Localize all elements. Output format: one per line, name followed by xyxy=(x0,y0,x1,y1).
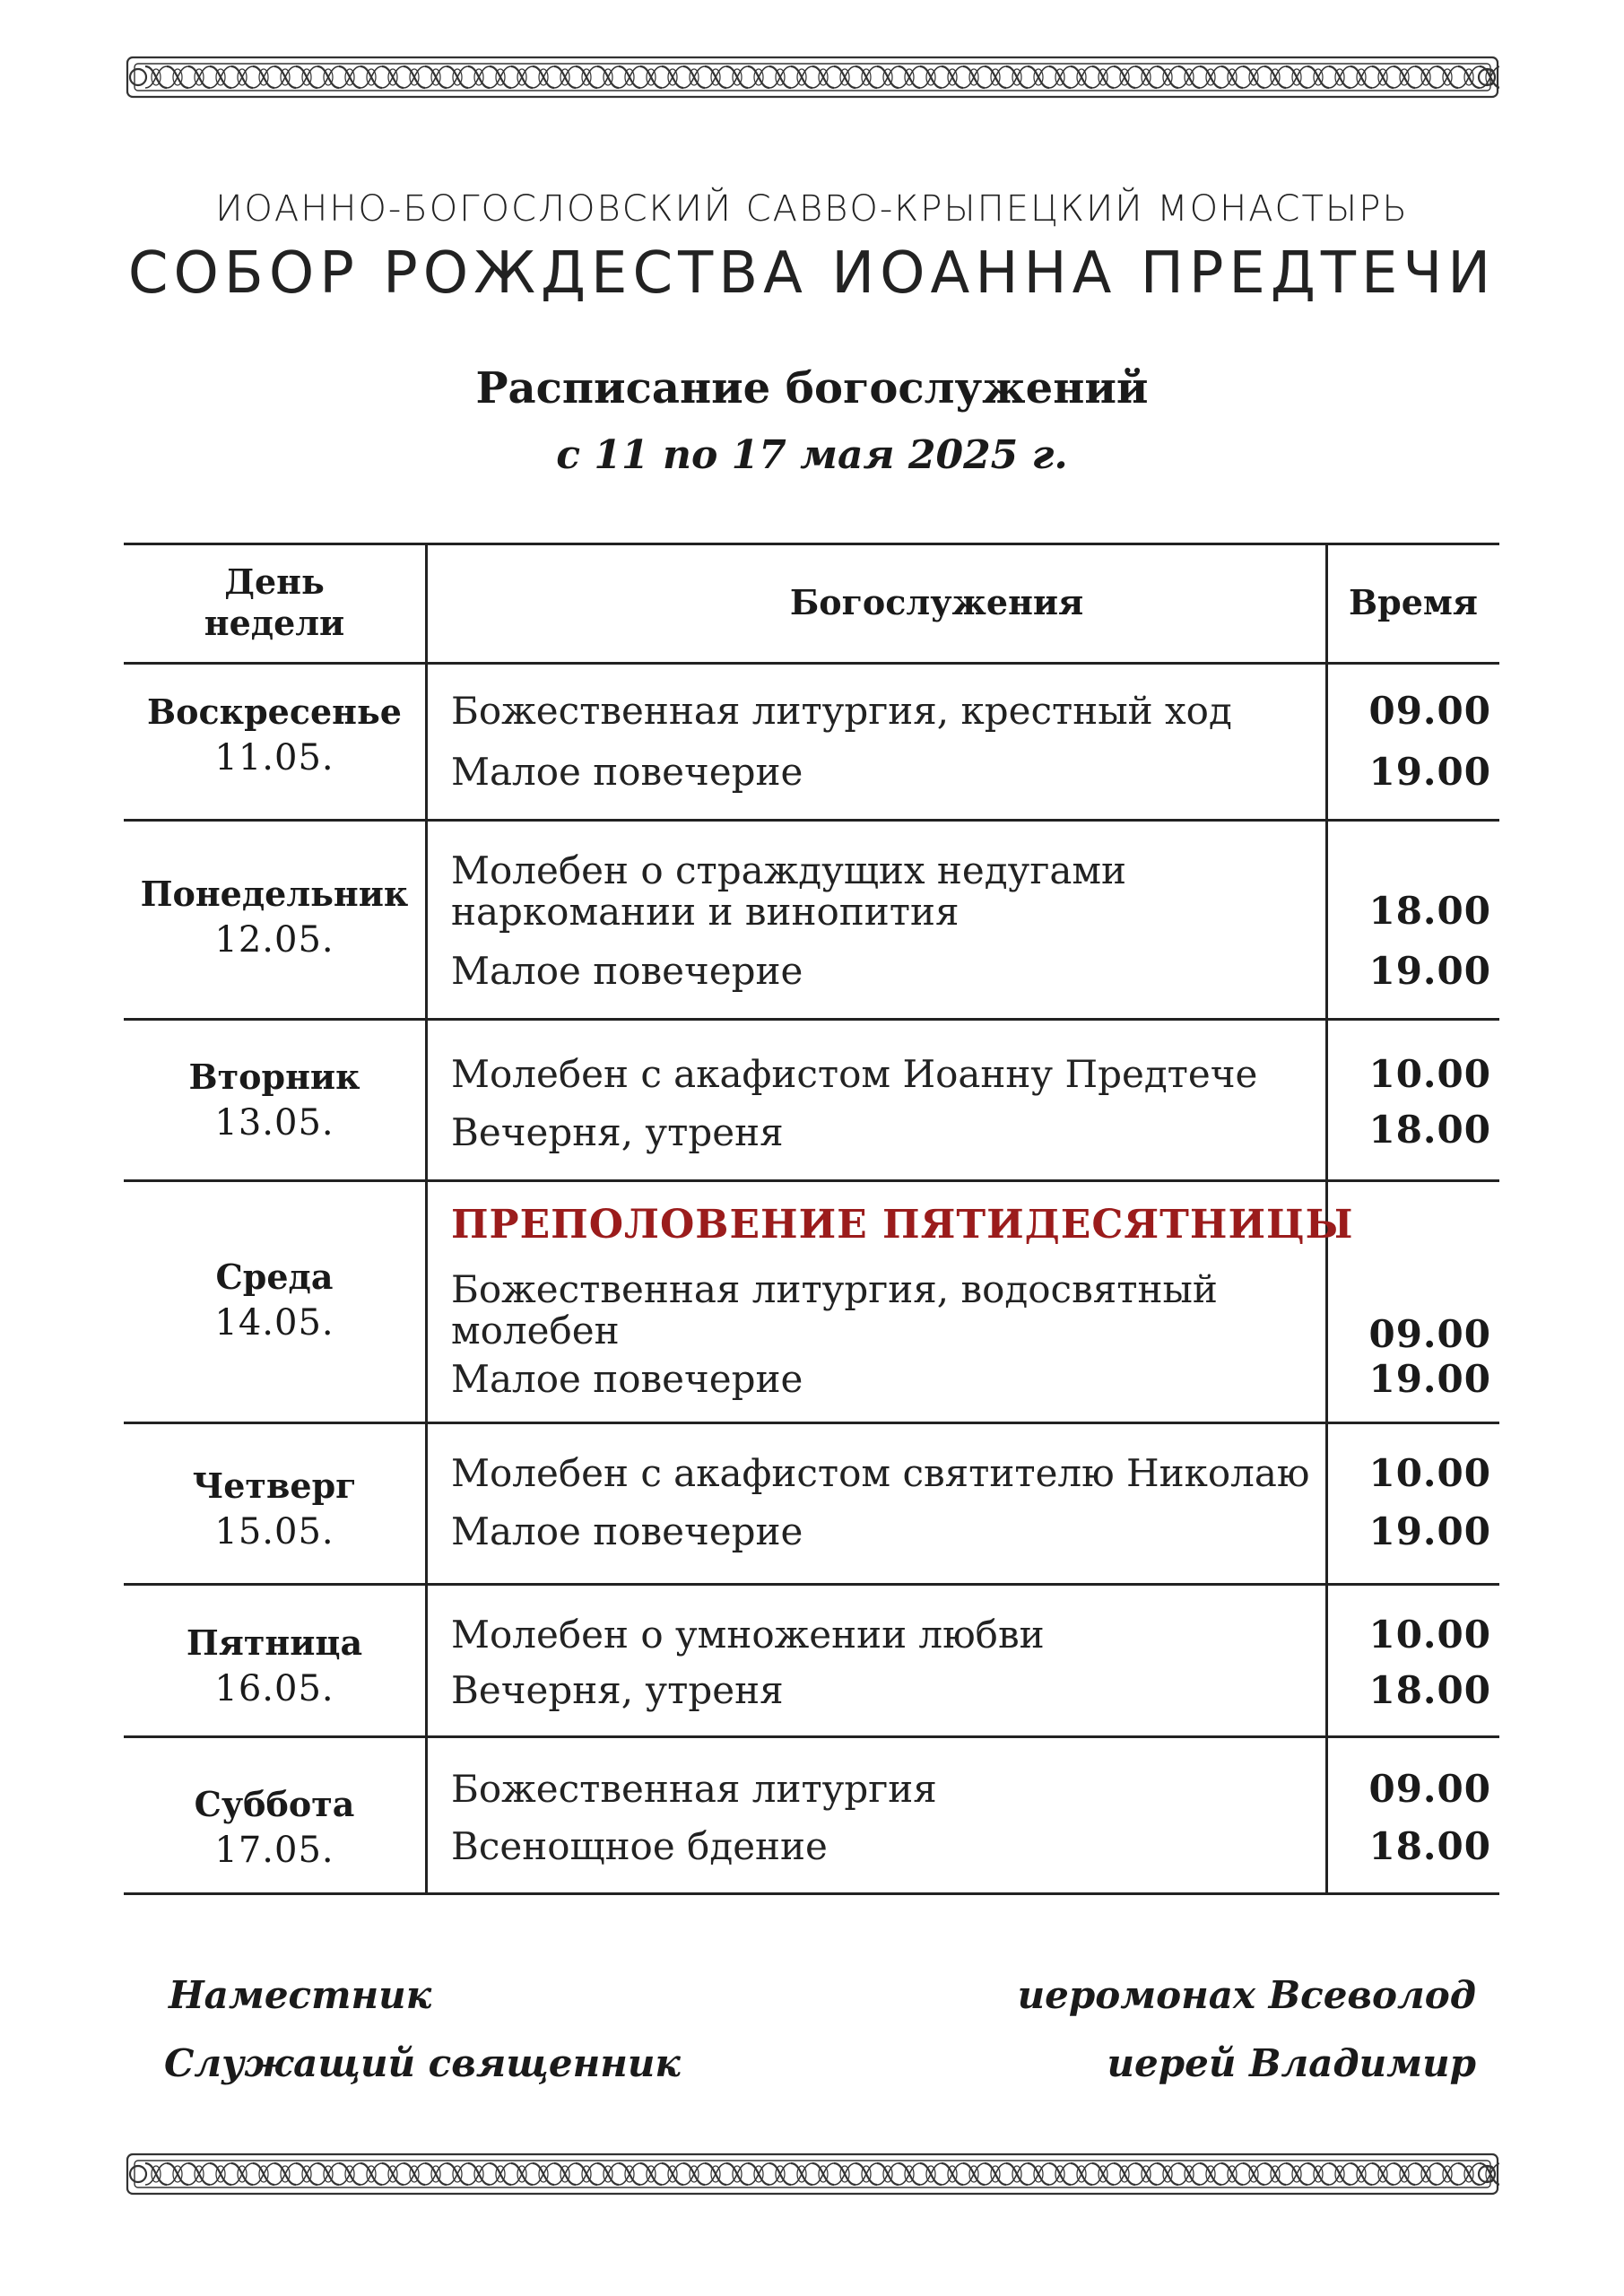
header-bottom-rule xyxy=(124,662,1499,665)
service-line: Малое повечерие xyxy=(451,949,803,993)
abbot-role: Наместник xyxy=(169,1973,432,2017)
service-time: 19.00 xyxy=(1368,1357,1491,1401)
day-date: 11.05. xyxy=(214,736,334,778)
service-time: 09.00 xyxy=(1368,1312,1491,1356)
service-time: 10.00 xyxy=(1368,1451,1491,1495)
day-cell xyxy=(124,1251,425,1350)
header-column-rule xyxy=(425,543,428,662)
column-rule xyxy=(425,822,428,1018)
service-line: Всенощное бдение xyxy=(451,1824,828,1868)
day-date: 15.05. xyxy=(214,1510,334,1552)
row-divider xyxy=(124,1735,1499,1738)
service-time: 18.00 xyxy=(1368,1668,1491,1712)
column-rule xyxy=(425,1738,428,1892)
top-ornament-border xyxy=(126,54,1499,100)
service-line: молебен xyxy=(451,1309,620,1352)
cathedral-name: СОБОР РОЖДЕСТВА ИОАННА ПРЕДТЕЧИ xyxy=(127,240,1497,307)
service-line: Молебен с акафистом Иоанну Предтече xyxy=(451,1052,1258,1096)
service-line: Малое повечерие xyxy=(451,750,803,794)
day-date: 14.05. xyxy=(214,1301,334,1344)
service-time: 09.00 xyxy=(1368,689,1491,733)
service-line: Молебен о страждущих недугами xyxy=(451,848,1127,892)
schedule-title: Расписание богослужений xyxy=(475,363,1149,413)
row-divider xyxy=(124,1422,1499,1424)
service-name xyxy=(451,691,1437,732)
service-name xyxy=(451,752,1437,793)
day-name: Вторник xyxy=(188,1057,360,1098)
day-name: Суббота xyxy=(194,1784,355,1825)
service-line: Малое повечерие xyxy=(451,1357,803,1401)
priest-name: иерей Владимир xyxy=(1107,2041,1476,2085)
monastery-name: ИОАННО-БОГОСЛОВСКИЙ САВВО-КРЫПЕЦКИЙ МОНАСТЫРЬ xyxy=(215,188,1409,230)
day-cell xyxy=(124,1617,425,1716)
row-divider xyxy=(124,1179,1499,1182)
service-time: 19.00 xyxy=(1368,750,1491,794)
row-divider xyxy=(124,1892,1499,1895)
column-rule xyxy=(1325,1424,1328,1583)
column-rule xyxy=(425,1586,428,1735)
column-rule xyxy=(1325,1586,1328,1735)
row-divider xyxy=(124,1018,1499,1021)
bottom-ornament-border xyxy=(126,2151,1499,2197)
service-name xyxy=(451,1453,1437,1494)
service-time: 10.00 xyxy=(1368,1052,1491,1096)
service-name xyxy=(451,1359,1437,1400)
feast-title: ПРЕПОЛОВЕНИЕ ПЯТИДЕСЯТНИЦЫ xyxy=(451,1202,1354,1248)
service-name xyxy=(451,1826,1437,1867)
day-cell xyxy=(124,1460,425,1559)
day-date: 16.05. xyxy=(214,1667,334,1709)
service-time: 18.00 xyxy=(1368,889,1491,933)
column-rule xyxy=(1325,665,1328,819)
service-name xyxy=(451,951,1437,992)
column-rule xyxy=(425,1424,428,1583)
row-divider xyxy=(124,819,1499,822)
service-name xyxy=(451,1614,1437,1656)
column-rule xyxy=(425,1182,428,1422)
service-time: 10.00 xyxy=(1368,1613,1491,1657)
day-date: 17.05. xyxy=(214,1829,334,1871)
day-name: Пятница xyxy=(186,1622,363,1664)
column-rule xyxy=(1325,1021,1328,1179)
service-line: Молебен о умножении любви xyxy=(451,1613,1045,1657)
service-line: Малое повечерие xyxy=(451,1509,803,1553)
column-header-time: Время xyxy=(1349,581,1478,622)
service-name xyxy=(451,1769,1437,1810)
column-header-day xyxy=(124,550,425,656)
service-line: наркомании и винопития xyxy=(451,890,960,934)
column-header-day-line2: недели xyxy=(204,603,345,643)
service-name xyxy=(451,1054,1437,1095)
day-cell xyxy=(124,1051,425,1150)
row-divider xyxy=(124,1583,1499,1586)
service-time: 19.00 xyxy=(1368,949,1491,993)
service-name xyxy=(451,1670,1437,1711)
service-name xyxy=(451,1269,1437,1352)
day-date: 13.05. xyxy=(214,1101,334,1144)
abbot-name: иеромонах Всеволод xyxy=(1017,1973,1476,2017)
service-name xyxy=(451,1112,1437,1153)
service-name xyxy=(451,1511,1437,1552)
table-top-rule xyxy=(124,543,1499,545)
day-cell xyxy=(124,1779,425,1877)
column-rule xyxy=(425,1021,428,1179)
service-line: Вечерня, утреня xyxy=(451,1110,784,1154)
service-line: Божественная литургия, водосвятный xyxy=(451,1267,1218,1311)
day-name: Среда xyxy=(215,1257,334,1298)
header-column-rule xyxy=(1325,543,1328,662)
column-header-services: Богослужения xyxy=(789,581,1084,622)
day-name: Четверг xyxy=(192,1465,357,1507)
service-line: Молебен с акафистом святителю Николаю xyxy=(451,1451,1310,1495)
service-time: 18.00 xyxy=(1368,1824,1491,1868)
service-line: Божественная литургия xyxy=(451,1767,937,1811)
service-time: 09.00 xyxy=(1368,1767,1491,1811)
day-cell xyxy=(124,868,425,967)
priest-role: Служащий священник xyxy=(164,2041,681,2085)
service-name xyxy=(451,850,1437,933)
service-time: 18.00 xyxy=(1368,1108,1491,1152)
column-rule xyxy=(425,665,428,819)
service-line: Божественная литургия, крестный ход xyxy=(451,689,1232,733)
day-cell xyxy=(124,686,425,785)
day-date: 12.05. xyxy=(214,918,334,961)
schedule-period: с 11 по 17 мая 2025 г. xyxy=(556,432,1068,478)
day-name: Воскресенье xyxy=(147,691,402,733)
service-line: Вечерня, утреня xyxy=(451,1668,784,1712)
service-time: 19.00 xyxy=(1368,1509,1491,1553)
column-rule xyxy=(1325,1738,1328,1892)
day-name: Понедельник xyxy=(140,874,409,915)
column-header-day-line1: День xyxy=(224,561,325,602)
